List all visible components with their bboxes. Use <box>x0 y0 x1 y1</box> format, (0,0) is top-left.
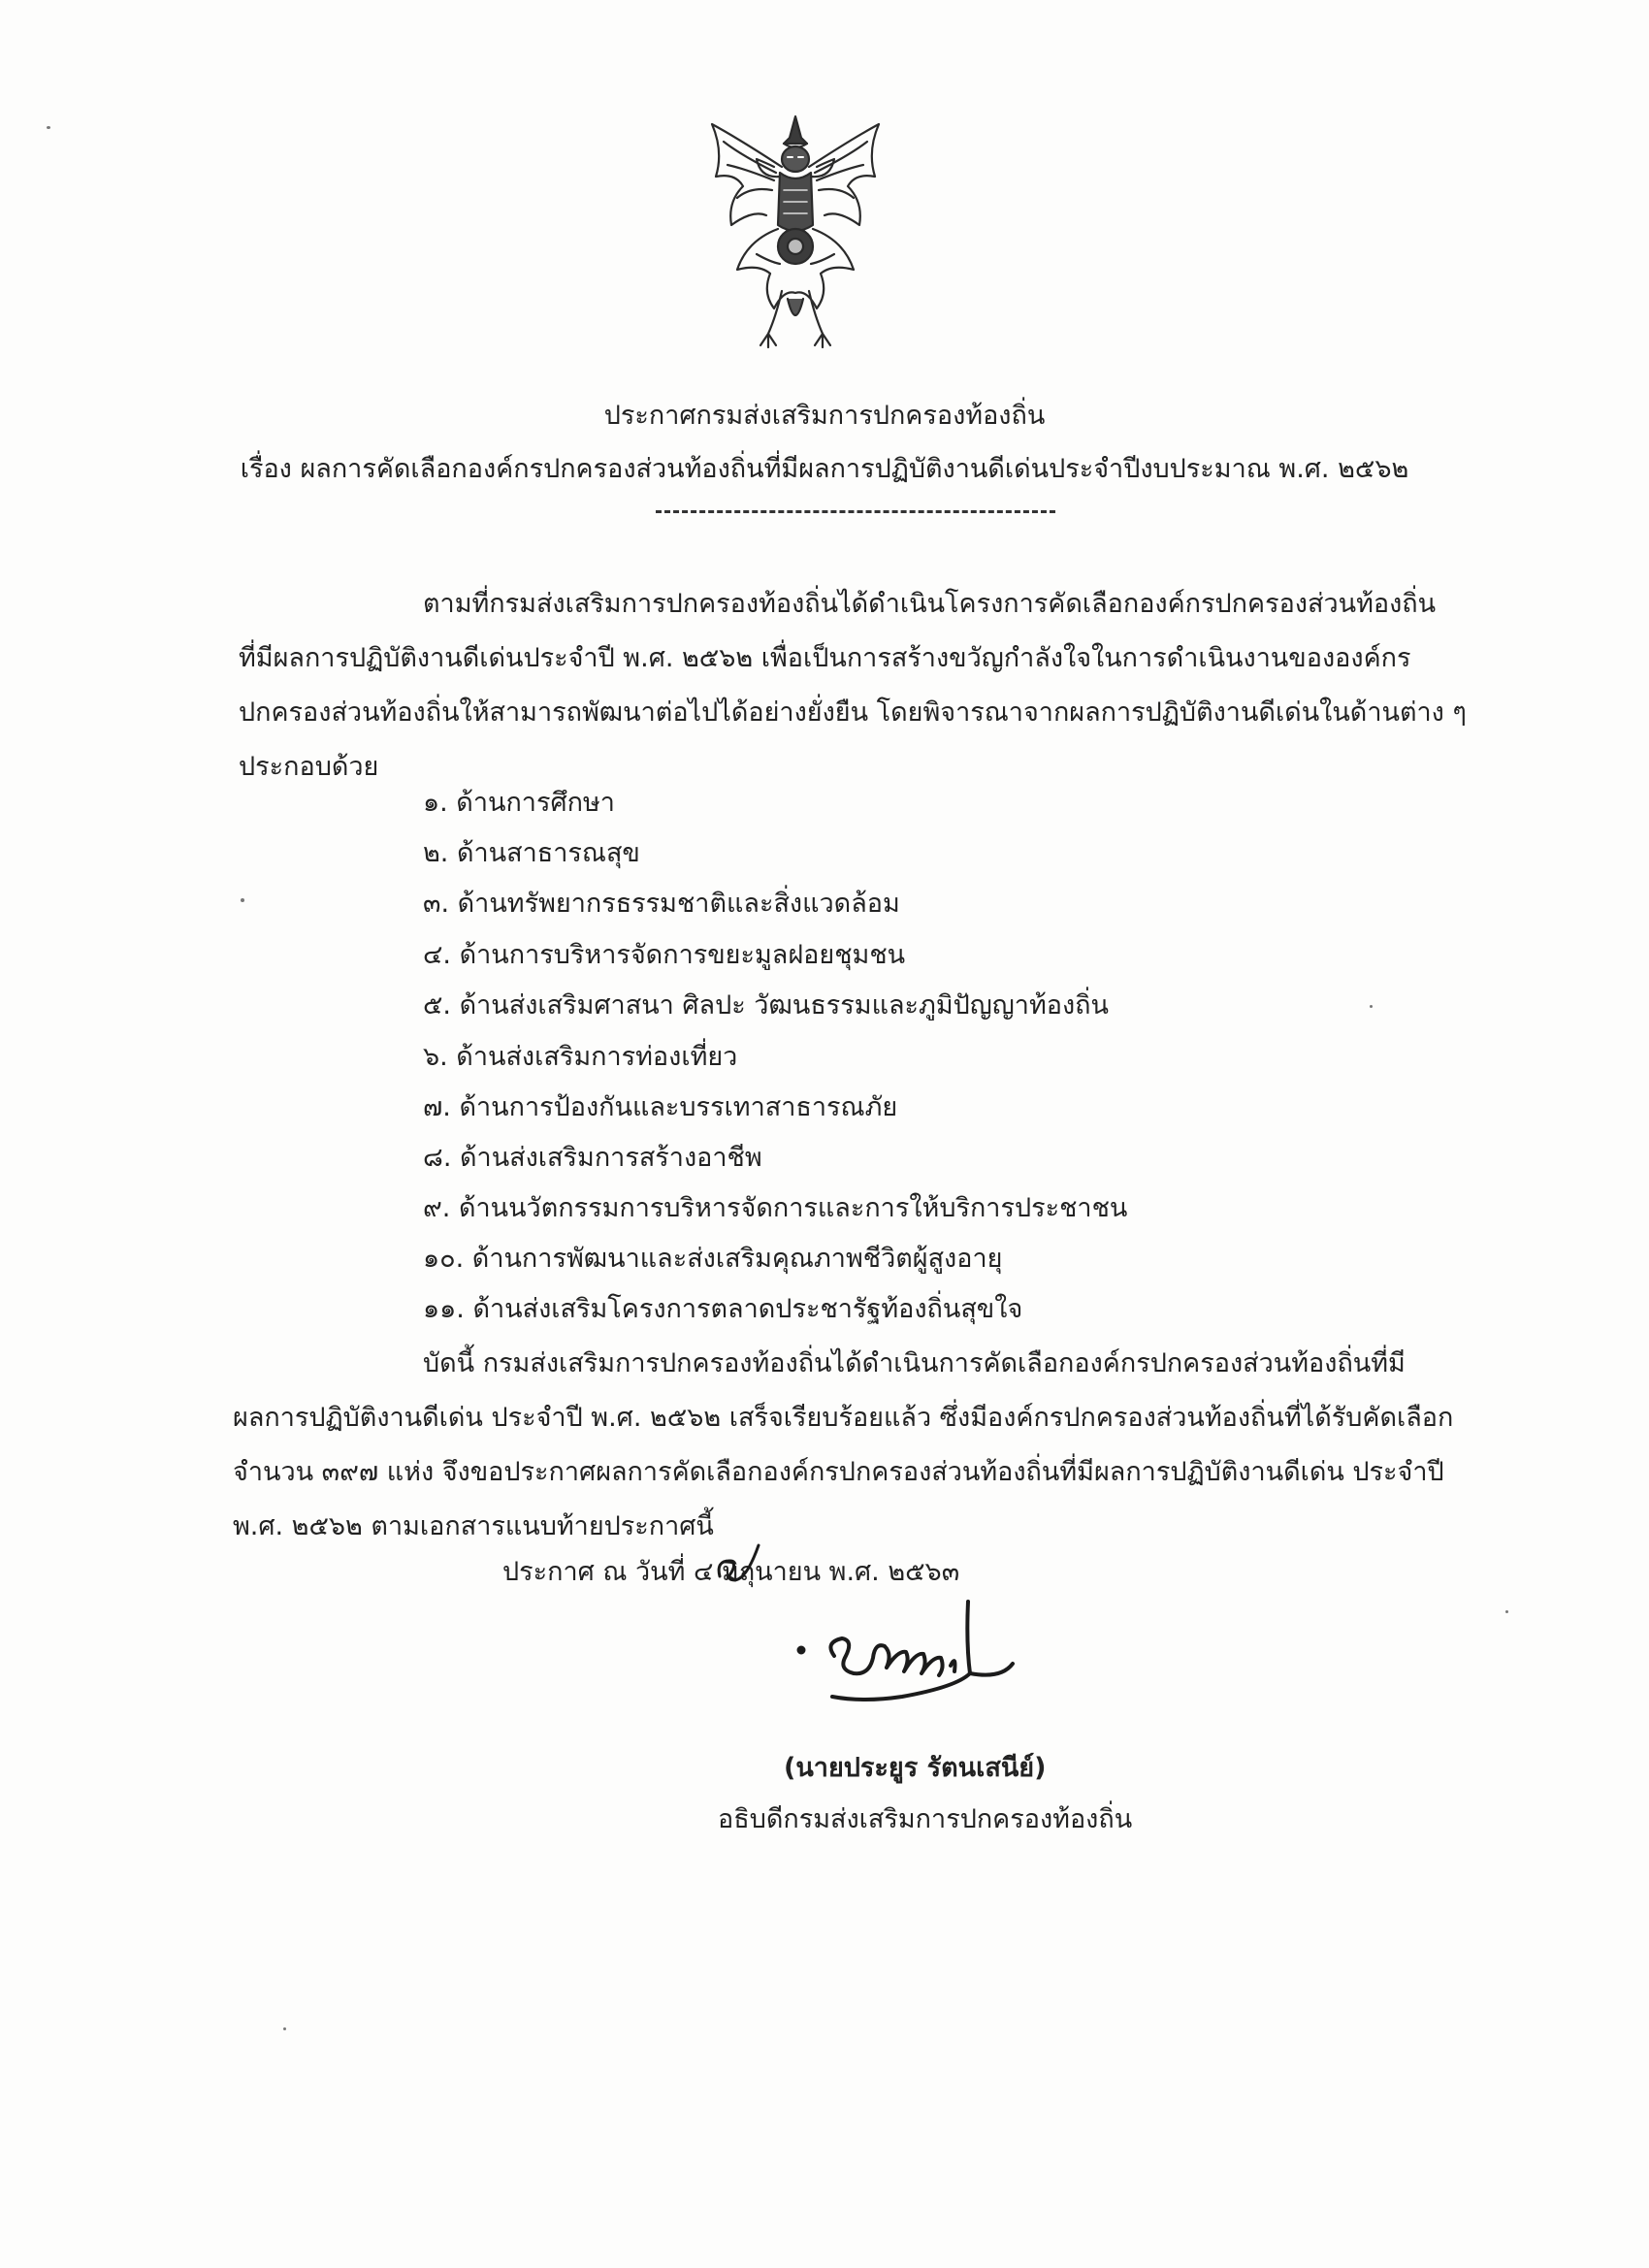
scan-speck <box>1370 1005 1373 1008</box>
list-item: ๑๐. ด้านการพัฒนาและส่งเสริมคุณภาพชีวิตผู้สูงอายุ <box>423 1244 1003 1274</box>
intro-line: ประกอบด้วย <box>239 752 379 782</box>
list-item: ๓. ด้านทรัพยากรธรรมชาติและสิ่งแวดล้อม <box>423 889 900 919</box>
list-item: ๕. ด้านส่งเสริมศาสนา ศิลปะ วัฒนธรรมและภูมิปัญญาท้องถิ่น <box>423 990 1109 1021</box>
list-item: ๙. ด้านนวัตกรรมการบริหารจัดการและการให้บริการประชาชน <box>423 1193 1128 1223</box>
announcement-date: ประกาศ ณ วันที่ ๔ มิถุนายน พ.ศ. ๒๕๖๓ <box>502 1557 960 1587</box>
list-item: ๖. ด้านส่งเสริมการท่องเที่ยว <box>423 1042 738 1072</box>
garuda-emblem-icon <box>698 109 892 351</box>
conclusion-line: ผลการปฏิบัติงานดีเด่น ประจำปี พ.ศ. ๒๕๖๒ เสร็จเรียบร้อยแล้ว ซึ่งมีองค์กรปกครองส่วนท้องถิ่นที่ได้รับคัดเลือก <box>233 1403 1454 1433</box>
conclusion-line: บัดนี้ กรมส่งเสริมการปกครองท้องถิ่นได้ดำเนินการคัดเลือกองค์กรปกครองส่วนท้องถิ่นที่มี <box>423 1348 1406 1378</box>
conclusion-line: จำนวน ๓๙๗ แห่ง จึงขอประกาศผลการคัดเลือกองค์กรปกครองส่วนท้องถิ่นที่มีผลการปฏิบัติงานดีเด่น ประจำปี <box>233 1457 1444 1487</box>
handwritten-date-mark <box>706 1538 764 1596</box>
list-item: ๔. ด้านการบริหารจัดการขยะมูลฝอยชุมชน <box>423 940 906 970</box>
intro-line: ที่มีผลการปฏิบัติงานดีเด่นประจำปี พ.ศ. ๒๕๖๒ เพื่อเป็นการสร้างขวัญกำลังใจในการดำเนินงานขององค์กร <box>239 643 1411 673</box>
conclusion-line: พ.ศ. ๒๕๖๒ ตามเอกสารแนบท้ายประกาศนี้ <box>233 1511 714 1541</box>
scan-speck <box>241 898 244 902</box>
intro-line: ปกครองส่วนท้องถิ่นให้สามารถพัฒนาต่อไปได้อย่างยั่งยืน โดยพิจารณาจากผลการปฏิบัติงานดีเด่นในด้านต่าง ๆ <box>239 697 1467 728</box>
subject-title: เรื่อง ผลการคัดเลือกองค์กรปกครองส่วนท้องถิ่นที่มีผลการปฏิบัติงานดีเด่นประจำปีงบประมาณ พ.ศ. ๒๕๖๒ <box>240 454 1409 484</box>
list-item: ๗. ด้านการป้องกันและบรรเทาสาธารณภัย <box>423 1092 898 1122</box>
list-item: ๑. ด้านการศึกษา <box>423 788 615 818</box>
scan-speck <box>1505 1610 1508 1613</box>
list-item: ๒. ด้านสาธารณสุข <box>423 838 640 868</box>
scan-speck <box>283 2027 286 2030</box>
signatory-name: (นายประยูร รัตนเสนีย์) <box>784 1753 1047 1783</box>
issuer-title: ประกาศกรมส่งเสริมการปกครองท้องถิ่น <box>603 401 1046 431</box>
list-item: ๘. ด้านส่งเสริมการสร้างอาชีพ <box>423 1143 762 1173</box>
signature-mark <box>786 1596 1038 1732</box>
scan-speck <box>47 126 50 129</box>
list-item: ๑๑. ด้านส่งเสริมโครงการตลาดประชารัฐท้องถิ่นสุขใจ <box>423 1294 1023 1324</box>
signatory-position: อธิบดีกรมส่งเสริมการปกครองท้องถิ่น <box>718 1804 1133 1834</box>
intro-line: ตามที่กรมส่งเสริมการปกครองท้องถิ่นได้ดำเนินโครงการคัดเลือกองค์กรปกครองส่วนท้องถิ่น <box>423 589 1437 619</box>
divider <box>656 510 1055 513</box>
